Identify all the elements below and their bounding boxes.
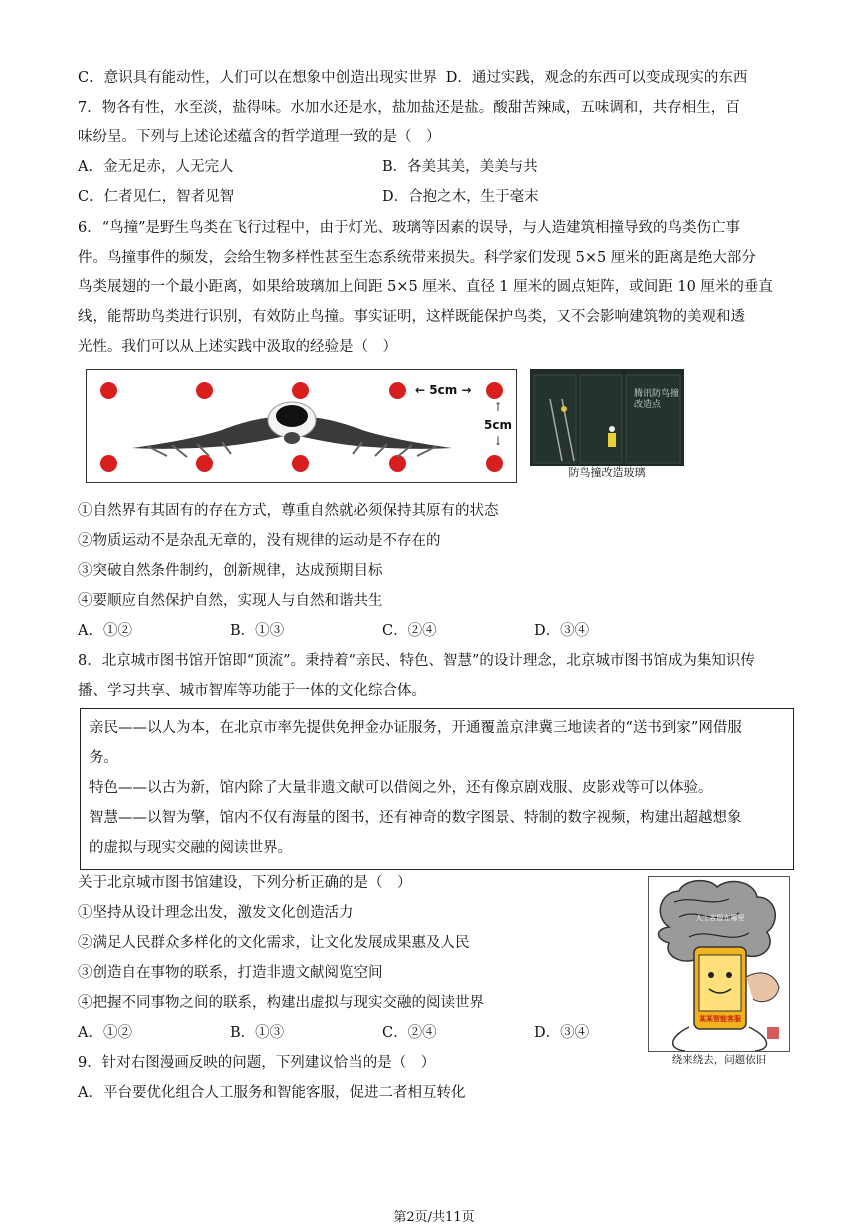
option-c: C．意识具有能动性，人们可以在想象中创造出现实世界	[78, 70, 438, 86]
q6-stem-line-2: 件。鸟撞事件的频发，会给生物多样性甚至生态系统带来损失。科学家们发现 5×5 厘米的距离是绝大部分	[78, 250, 756, 266]
fig-label-h: 5cm	[429, 383, 458, 397]
q7-option-c: C．仁者见仁，智者见智	[78, 189, 235, 205]
cartoon-cloud-text: 人工客服在哪里	[695, 914, 745, 922]
q8-option-c: C．②④	[382, 1025, 437, 1041]
q8-option-d: D．③④	[534, 1025, 590, 1041]
q7-stem-line-2: 味纷呈。下列与上述论述蕴含的哲学道理一致的是（ ）	[78, 129, 441, 145]
q6-stem-line-1: 6．“鸟撞”是野生鸟类在飞行过程中，由于灯光、玻璃等因素的误导，与人造建筑相撞导致的鸟类伤亡事	[78, 220, 741, 236]
q8-option-a: A．①②	[78, 1025, 132, 1041]
q9-option-a: A．平台要优化组合人工服务和智能客服，促进二者相互转化	[78, 1085, 466, 1101]
q6-option-a: A．①②	[78, 623, 132, 639]
vertical-arrow-down: ↓	[493, 434, 504, 448]
dot	[100, 455, 117, 472]
q8-stem-line-1: 8．北京城市图书馆开馆即“顶流”。秉持着“亲民、特色、智慧”的设计理念，北京城市图书馆成为集知识传	[78, 653, 755, 669]
dot-matrix-figure	[86, 369, 517, 483]
q6-option-b: B．①③	[230, 623, 285, 639]
photo-sign: 腾讯防鸟撞 改造点	[634, 389, 680, 410]
vertical-arrow-up: ↑	[493, 400, 504, 414]
glass-retrofit-photo	[530, 369, 684, 466]
q-prev-option-c-d	[78, 69, 747, 87]
q8-question: 关于北京城市图书馆建设，下列分析正确的是（ ）	[78, 875, 412, 891]
q8-option-b: B．①③	[230, 1025, 285, 1041]
photo-caption: 防鸟撞改造玻璃	[568, 466, 646, 479]
horizontal-arrow-label: ← 5cm →	[415, 383, 472, 397]
dot	[486, 382, 503, 399]
q7-option-a: A．金无足赤，人无完人	[78, 159, 234, 175]
q6-option-d: D．③④	[534, 623, 590, 639]
q7-stem-line-1: 7．物各有性，水至淡，盐得味。水加水还是水，盐加盐还是盐。酸甜苦辣咸，五味调和，共存相生，百	[78, 100, 740, 116]
q6-statement-4: ④要顺应自然保护自然，实现人与自然和谐共生	[78, 593, 383, 609]
dot	[486, 455, 503, 472]
cartoon-caption: 绕来绕去，问题依旧	[671, 1054, 767, 1066]
photo-illustration	[530, 369, 684, 466]
q6-stem-line-3: 鸟类展翅的一个最小距离，如果给玻璃加上间距 5×5 厘米、直径 1 厘米的圆点矩阵，或间距 10 厘米的垂直	[78, 279, 773, 295]
q9-stem: 9．针对右图漫画反映的问题，下列建议恰当的是（ ）	[78, 1055, 436, 1071]
box-line-1: 亲民——以人为本，在北京市率先提供免押金办证服务，开通覆盖京津冀三地读者的“送书到家”网借服	[89, 720, 742, 736]
q8-statement-4: ④把握不同事物之间的联系，构建出虚拟与现实交融的阅读世界	[78, 995, 484, 1011]
q6-statement-3: ③突破自然条件制约，创新规律，达成预期目标	[78, 563, 383, 579]
q6-stem-line-4: 线，能帮助鸟类进行识别，有效防止鸟撞。事实证明，这样既能保护鸟类，又不会影响建筑物的美观和透	[78, 309, 745, 325]
q6-option-c: C．②④	[382, 623, 437, 639]
box-line-3: 特色——以古为新，馆内除了大量非遗文献可以借阅之外，还有像京剧戏服、皮影戏等可以体验。	[89, 780, 713, 796]
q7-option-b: B．各美其美，美美与共	[382, 159, 538, 175]
page-number: 第2页/共11页	[393, 1210, 475, 1225]
q8-stem-line-2: 播、学习共享、城市智库等功能于一体的文化综合体。	[78, 683, 426, 699]
q6-stem-line-5: 光性。我们可以从上述实践中汲取的经验是（ ）	[78, 339, 397, 355]
q7-option-d: D．合抱之木，生于毫末	[382, 189, 539, 205]
box-line-2: 务。	[89, 750, 118, 766]
cartoon-illustration	[649, 877, 790, 1052]
q8-statement-2: ②满足人民群众多样化的文化需求，让文化发展成果惠及人民	[78, 935, 470, 951]
dot	[100, 382, 117, 399]
fig-label-v: 5cm	[484, 418, 512, 432]
bird-illustration	[127, 390, 457, 470]
box-line-4: 智慧——以智为擎，馆内不仅有海量的图书，还有神奇的数字图景、特制的数字视频，构建出超越想象	[89, 810, 742, 826]
cartoon-image	[648, 876, 790, 1052]
q6-statement-1: ①自然界有其固有的存在方式，尊重自然就必须保持其原有的状态	[78, 503, 499, 519]
q8-statement-3: ③创造自在事物的联系，打造非遗文献阅览空间	[78, 965, 383, 981]
cartoon-screen-text: 某某智能客服	[699, 1015, 741, 1023]
box-line-5: 的虚拟与现实交融的阅读世界。	[89, 840, 292, 856]
q6-statement-2: ②物质运动不是杂乱无章的，没有规律的运动是不存在的	[78, 533, 441, 549]
option-d: D．通过实践，观念的东西可以变成现实的东西	[445, 70, 748, 86]
q8-statement-1: ①坚持从设计理念出发，激发文化创造活力	[78, 905, 354, 921]
q8-material-box	[80, 708, 794, 870]
